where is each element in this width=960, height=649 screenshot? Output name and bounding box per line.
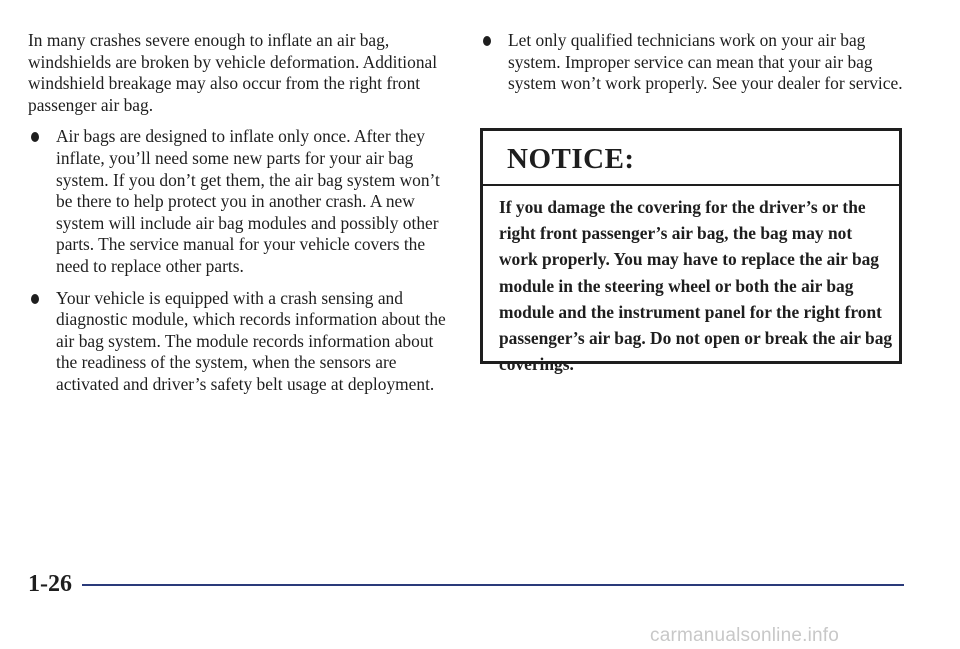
notice-title: NOTICE:: [507, 143, 635, 175]
notice-header: [483, 131, 899, 186]
footer-rule: [82, 584, 904, 586]
bullet-icon: [31, 294, 39, 304]
bullet-text: Your vehicle is equipped with a crash sensing and diagnostic module, which records information about the air bag system. The module records information about the readiness of the system, when the sensors are activated and driver’s safety belt usage at deployment.: [56, 287, 446, 394]
notice-body: If you damage the covering for the driver’s or the right front passenger’s air bag, the bag may not work properly. You may have to replace the air bag module in the steering wheel or both the air bag module and the instrument panel for the right front passenger’s air bag. Do not open or break the air bag coverings.: [499, 197, 893, 375]
bullet-icon: [31, 132, 39, 142]
watermark-text: carmanualsonline.info: [650, 625, 840, 646]
bullet-item: [480, 30, 910, 95]
notice-box: [480, 128, 902, 375]
left-column: [28, 30, 448, 396]
bullet-icon: [483, 36, 491, 46]
bullet-text: Air bags are designed to inflate only once. After they inflate, you’ll need some new parts for your air bag system. If you don’t get them, the air bag system won’t be there to help protect you in another crash. A new system will include air bag modules and possibly other parts. The service manual for your vehicle covers the need to replace other parts.: [56, 126, 440, 276]
bullet-item: [28, 126, 448, 277]
right-column: [480, 30, 910, 95]
intro-paragraph: In many crashes severe enough to inflate an air bag, windshields are broken by vehicle deformation. Additional windshield breakage may also occur from the right front passenger air bag.: [28, 30, 438, 115]
bullet-item: [28, 288, 448, 396]
page-number: 1-26: [28, 571, 72, 597]
bullet-text: Let only qualified technicians work on your air bag system. Improper service can mean that your air bag system won’t work properly. See your dealer for service.: [508, 30, 903, 94]
